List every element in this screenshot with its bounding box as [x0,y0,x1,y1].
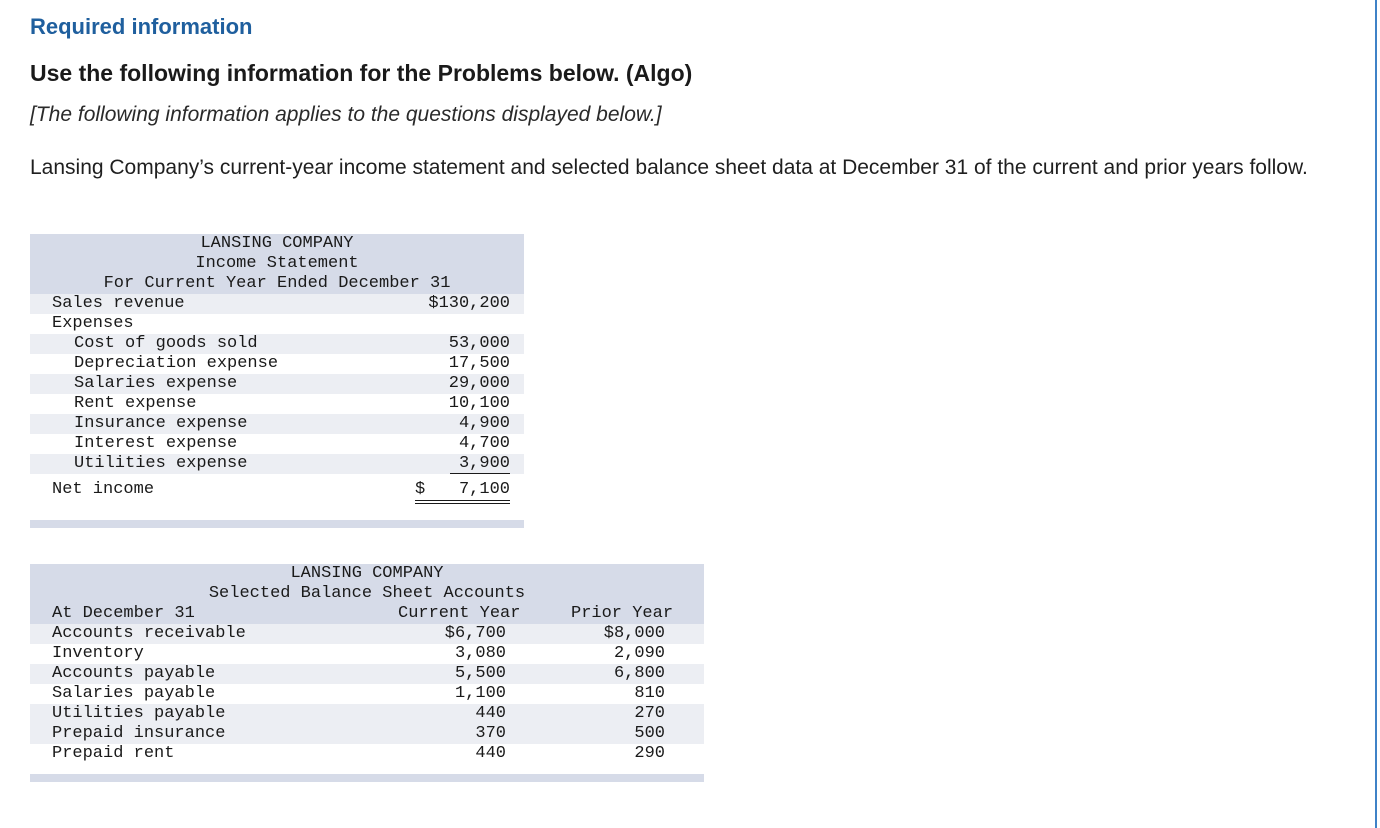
is-net-income-row [30,480,524,500]
expense-value: 4,700 [458,434,510,453]
bs-row [30,664,704,684]
is-sales-label: Sales revenue [52,294,185,313]
is-company-name: LANSING COMPANY [200,234,354,253]
bs-col-label: At December 31 [52,604,195,623]
bs-row-prior: $8,000 [603,624,665,643]
expense-value: 29,000 [448,374,510,393]
bs-title: Selected Balance Sheet Accounts [208,584,526,603]
bs-row-current: 440 [475,704,506,723]
intro-paragraph: Lansing Company’s current-year income statement and selected balance sheet data at December 31 of the current and prior years follow. [30,156,1308,179]
is-bottom-bar [30,520,524,528]
expense-value: 4,900 [458,414,510,433]
expense-value: 3,900 [450,454,510,474]
is-expense-row [30,334,524,354]
is-expense-row [30,454,524,474]
is-title: Income Statement [195,254,359,273]
bs-row-current: 5,500 [454,664,506,683]
required-information-title: Required information [30,14,253,39]
net-income-label: Net income [52,480,155,499]
bs-row-label: Inventory [52,644,144,663]
is-expenses-label: Expenses [52,314,134,333]
is-expense-row [30,434,524,454]
is-expenses-header [30,314,524,334]
net-income-double-underline [415,500,510,504]
expense-label: Salaries expense [74,374,238,393]
applies-note: [The following information applies to the questions displayed below.] [30,103,662,126]
bs-row-label: Utilities payable [52,704,226,723]
bs-row-label: Prepaid insurance [52,724,226,743]
bs-row-prior: 6,800 [613,664,665,683]
bs-row-prior: 270 [634,704,665,723]
bs-row [30,724,704,744]
expense-label: Cost of goods sold [74,334,258,353]
bs-row-current: 370 [475,724,506,743]
bs-row-current: $6,700 [444,624,506,643]
net-income-value: 7,100 [458,480,510,499]
bs-company-name: LANSING COMPANY [290,564,444,583]
income-statement-table [30,234,524,528]
bs-row [30,744,704,764]
bs-row-label: Prepaid rent [52,744,175,763]
bs-row-prior: 810 [634,684,665,703]
bs-row-label: Accounts payable [52,664,216,683]
net-income-currency: $ [415,480,426,499]
bs-row-label: Salaries payable [52,684,216,703]
is-sales-value: $130,200 [428,294,510,313]
bs-row-prior: 500 [634,724,665,743]
bs-row [30,704,704,724]
expense-label: Interest expense [74,434,238,453]
bs-row [30,644,704,664]
balance-sheet-table [30,564,704,782]
bs-col-current: Current Year [398,604,521,623]
bs-column-headers [30,604,704,624]
expense-label: Insurance expense [74,414,248,433]
is-period: For Current Year Ended December 31 [103,274,451,293]
expense-label: Utilities expense [74,454,248,473]
is-sales-row [30,294,524,314]
expense-value: 17,500 [448,354,510,373]
bs-row [30,624,704,644]
bs-row-current: 3,080 [454,644,506,663]
expense-label: Rent expense [74,394,197,413]
bs-col-prior: Prior Year [571,604,674,623]
bs-row-current: 1,100 [454,684,506,703]
is-expense-row [30,374,524,394]
is-expense-row [30,414,524,434]
bs-row-prior: 2,090 [613,644,665,663]
problem-heading: Use the following information for the Problems below. (Algo) [30,60,693,86]
bs-row-prior: 290 [634,744,665,763]
expense-value: 10,100 [448,394,510,413]
bs-bottom-bar [30,774,704,782]
bs-row [30,684,704,704]
is-expense-row [30,394,524,414]
is-expense-row [30,354,524,374]
expense-label: Depreciation expense [74,354,279,373]
right-border [1375,0,1377,828]
bs-row-current: 440 [475,744,506,763]
expense-value: 53,000 [448,334,510,353]
bs-row-label: Accounts receivable [52,624,246,643]
